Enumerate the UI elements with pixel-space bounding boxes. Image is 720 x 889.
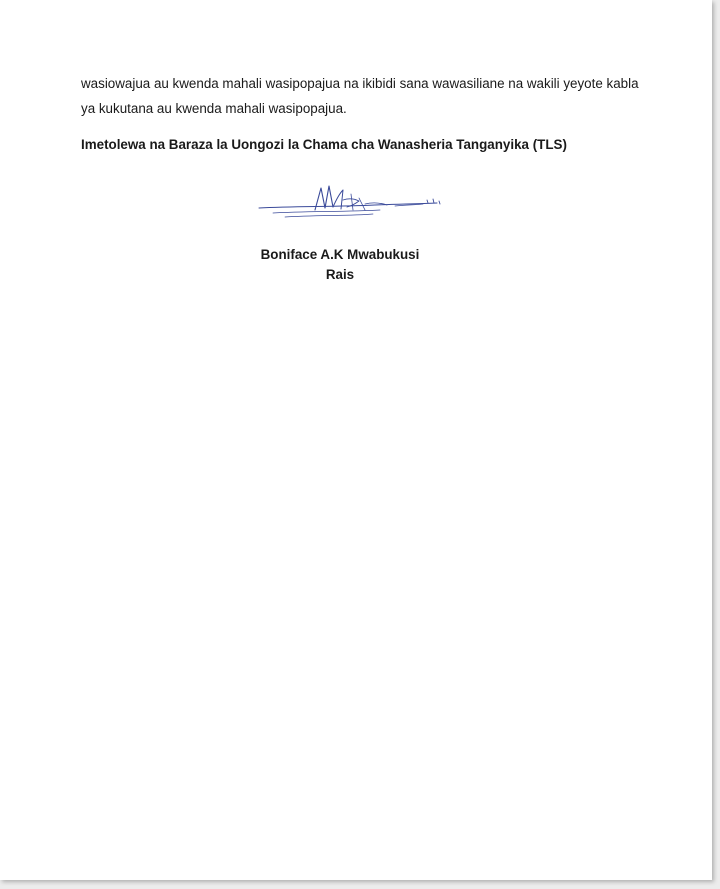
body-paragraph [81, 71, 641, 121]
signatory-title: Rais [325, 267, 355, 282]
signatory-block [240, 245, 440, 285]
handwritten-signature [255, 180, 450, 225]
signatory-name: Boniface A.K Mwabukusi [260, 247, 420, 262]
paragraph-line-1: wasiowajua au kwenda mahali wasipopajua na ikibidi sana wawasiliane na wakili yeyote kabla [81, 76, 639, 91]
issued-by-statement: Imetolewa na Baraza la Uongozi la Chama cha Wanasheria Tanganyika (TLS) [81, 137, 567, 152]
paragraph-line-2: ya kukutana au kwenda mahali wasipopajua. [81, 101, 347, 116]
